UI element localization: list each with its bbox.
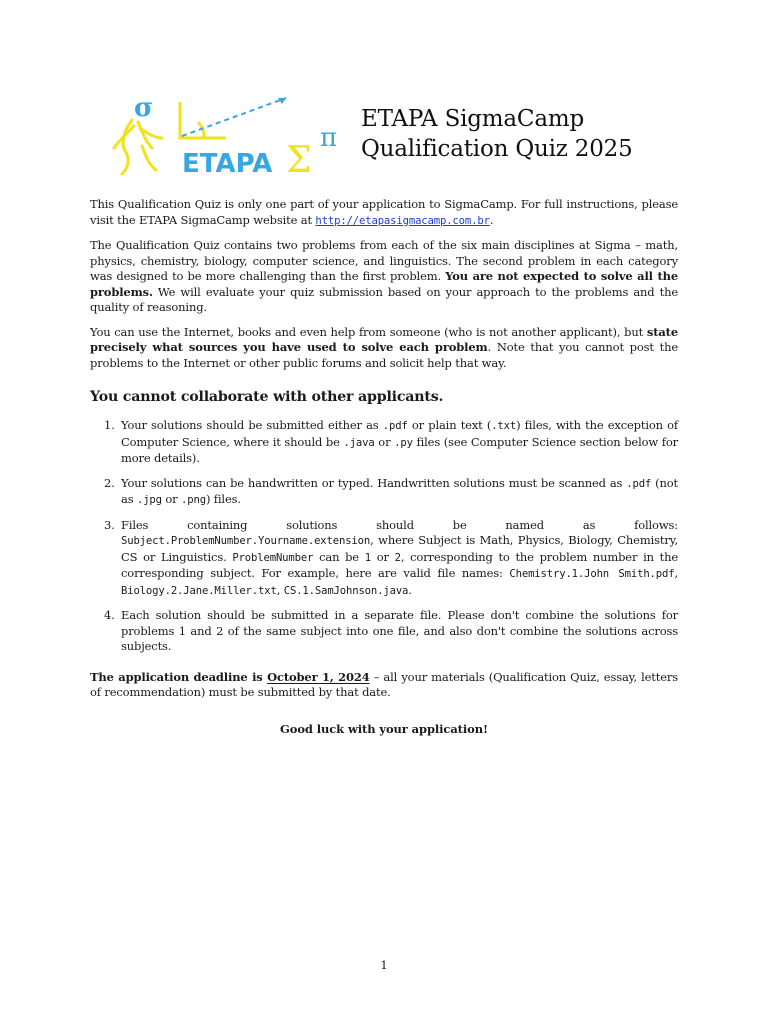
text-run: Your solutions should be submitted either as bbox=[121, 418, 383, 432]
text-run: ) files. bbox=[205, 492, 241, 506]
rule-number: 1. bbox=[104, 418, 115, 432]
good-luck-message: Good luck with your application! bbox=[280, 721, 488, 736]
text-run: Files containing solutions should be named as follows: bbox=[121, 517, 678, 532]
code-text: .txt bbox=[491, 420, 517, 432]
text-run: ) files, with the exception of Computer Science, where it should be bbox=[121, 418, 678, 449]
code-text: Biology.2.Jane.Miller.txt bbox=[121, 584, 277, 597]
text-run: or bbox=[370, 549, 395, 564]
bold-text: state precisely what sources you have used to solve each problem bbox=[90, 324, 678, 354]
sigma-figure-graphic bbox=[114, 120, 162, 174]
text-run: , bbox=[276, 582, 284, 597]
intro-paragraph bbox=[90, 197, 678, 229]
code-text: .png bbox=[181, 494, 206, 506]
code-text: .pdf bbox=[626, 477, 652, 490]
code-text: .pdf bbox=[382, 420, 408, 432]
code-text: Chemistry.1.John Smith.pdf bbox=[509, 568, 675, 580]
code-text: .py bbox=[394, 436, 413, 449]
pi-symbol: π bbox=[320, 123, 338, 153]
summation-symbol: Σ bbox=[286, 140, 312, 181]
etapa-sigmacamp-logo bbox=[112, 90, 352, 182]
rule-text bbox=[121, 418, 678, 465]
text-run: files (see Computer Science section below for more details). bbox=[121, 434, 678, 465]
rule-item bbox=[90, 608, 678, 655]
text-run: . bbox=[489, 212, 494, 227]
rule-text bbox=[121, 608, 678, 653]
code-text: 2 bbox=[394, 551, 401, 564]
text-run: , corresponding to the problem number in the corresponding subject. For example, here are valid file names: bbox=[121, 549, 678, 580]
text-run: You can use the Internet, books and even help from someone (who is not another applicant), but bbox=[90, 324, 647, 339]
text-run: can be bbox=[313, 549, 365, 564]
section-heading: You cannot collaborate with other applicants. bbox=[90, 389, 444, 405]
code-text: ProblemNumber bbox=[232, 551, 314, 564]
rule-item bbox=[90, 418, 678, 467]
rule-number: 3. bbox=[104, 517, 115, 532]
text-run: The Qualification Quiz contains two problems from each of the six main disciplines at Sigma – math, physics, chemistry, biology, computer science, and linguistics. The second problem in each category was designed to be more challenging than the first problem. bbox=[90, 238, 678, 283]
text-run: or plain text ( bbox=[407, 418, 492, 432]
bold-text: The application deadline is bbox=[90, 669, 268, 684]
text-run: – all your materials (Qualification Quiz, essay, letters of recommendation) must be submitted by that date. bbox=[90, 669, 678, 699]
intro-paragraph bbox=[90, 238, 678, 316]
text-run: Your solutions can be handwritten or typed. Handwritten solutions must be scanned as bbox=[121, 475, 627, 490]
text-run: , bbox=[674, 566, 678, 580]
document-body bbox=[90, 197, 678, 736]
text-run: , where Subject is Math, Physics, Biology, Chemistry, CS or Linguistics. bbox=[121, 533, 678, 564]
text-run: Each solution should be submitted in a separate file. Please don't combine the solutions for problems 1 and 2 of the same subject into one file, and also don't combine the solutions across subjects. bbox=[121, 608, 678, 653]
rule-item bbox=[90, 476, 678, 509]
sigma-symbol: σ bbox=[134, 93, 154, 123]
text-run: or bbox=[161, 492, 182, 506]
deadline-date: October 1, 2024 bbox=[267, 669, 370, 684]
rule-text bbox=[121, 476, 678, 507]
text-run: This Qualification Quiz is only one part of your application to SigmaCamp. For full instructions, please visit the ETAPA SigmaCamp website at bbox=[90, 197, 678, 227]
code-text: CS.1.SamJohnson.java bbox=[283, 584, 409, 597]
code-text: Subject.ProblemNumber.Yourname.extension bbox=[121, 535, 371, 547]
document-title bbox=[361, 104, 633, 164]
text-run: or bbox=[374, 434, 395, 449]
code-text: 1 bbox=[364, 551, 371, 564]
title-line-1: ETAPA SigmaCamp bbox=[361, 106, 584, 132]
angle-graphic bbox=[180, 102, 226, 138]
etapa-wordmark: ETAPA bbox=[182, 149, 273, 179]
deadline-paragraph bbox=[90, 670, 678, 701]
rule-text bbox=[121, 518, 678, 597]
rule-number: 4. bbox=[104, 608, 115, 622]
intro-paragraph bbox=[90, 325, 678, 372]
code-text: .java bbox=[343, 436, 375, 449]
website-link[interactable]: http://etapasigmacamp.com.br bbox=[315, 214, 490, 227]
title-line-2: Qualification Quiz 2025 bbox=[361, 136, 633, 162]
dashed-arrow-graphic bbox=[182, 98, 286, 136]
text-run: We will evaluate your quiz submission based on your approach to the problems and the quality of reasoning. bbox=[90, 284, 678, 314]
bold-text: You are not expected to solve all the problems. bbox=[90, 269, 679, 299]
rules-list bbox=[90, 418, 678, 655]
page-number: 1 bbox=[380, 958, 388, 972]
rule-item bbox=[90, 518, 678, 600]
text-run: . Note that you cannot post the problems to the Internet or other public forums and solicit help that way. bbox=[90, 340, 679, 370]
text-run: . bbox=[408, 582, 412, 597]
rule-number: 2. bbox=[104, 475, 115, 490]
text-run: (not as bbox=[121, 475, 678, 506]
code-text: .jpg bbox=[136, 494, 162, 506]
